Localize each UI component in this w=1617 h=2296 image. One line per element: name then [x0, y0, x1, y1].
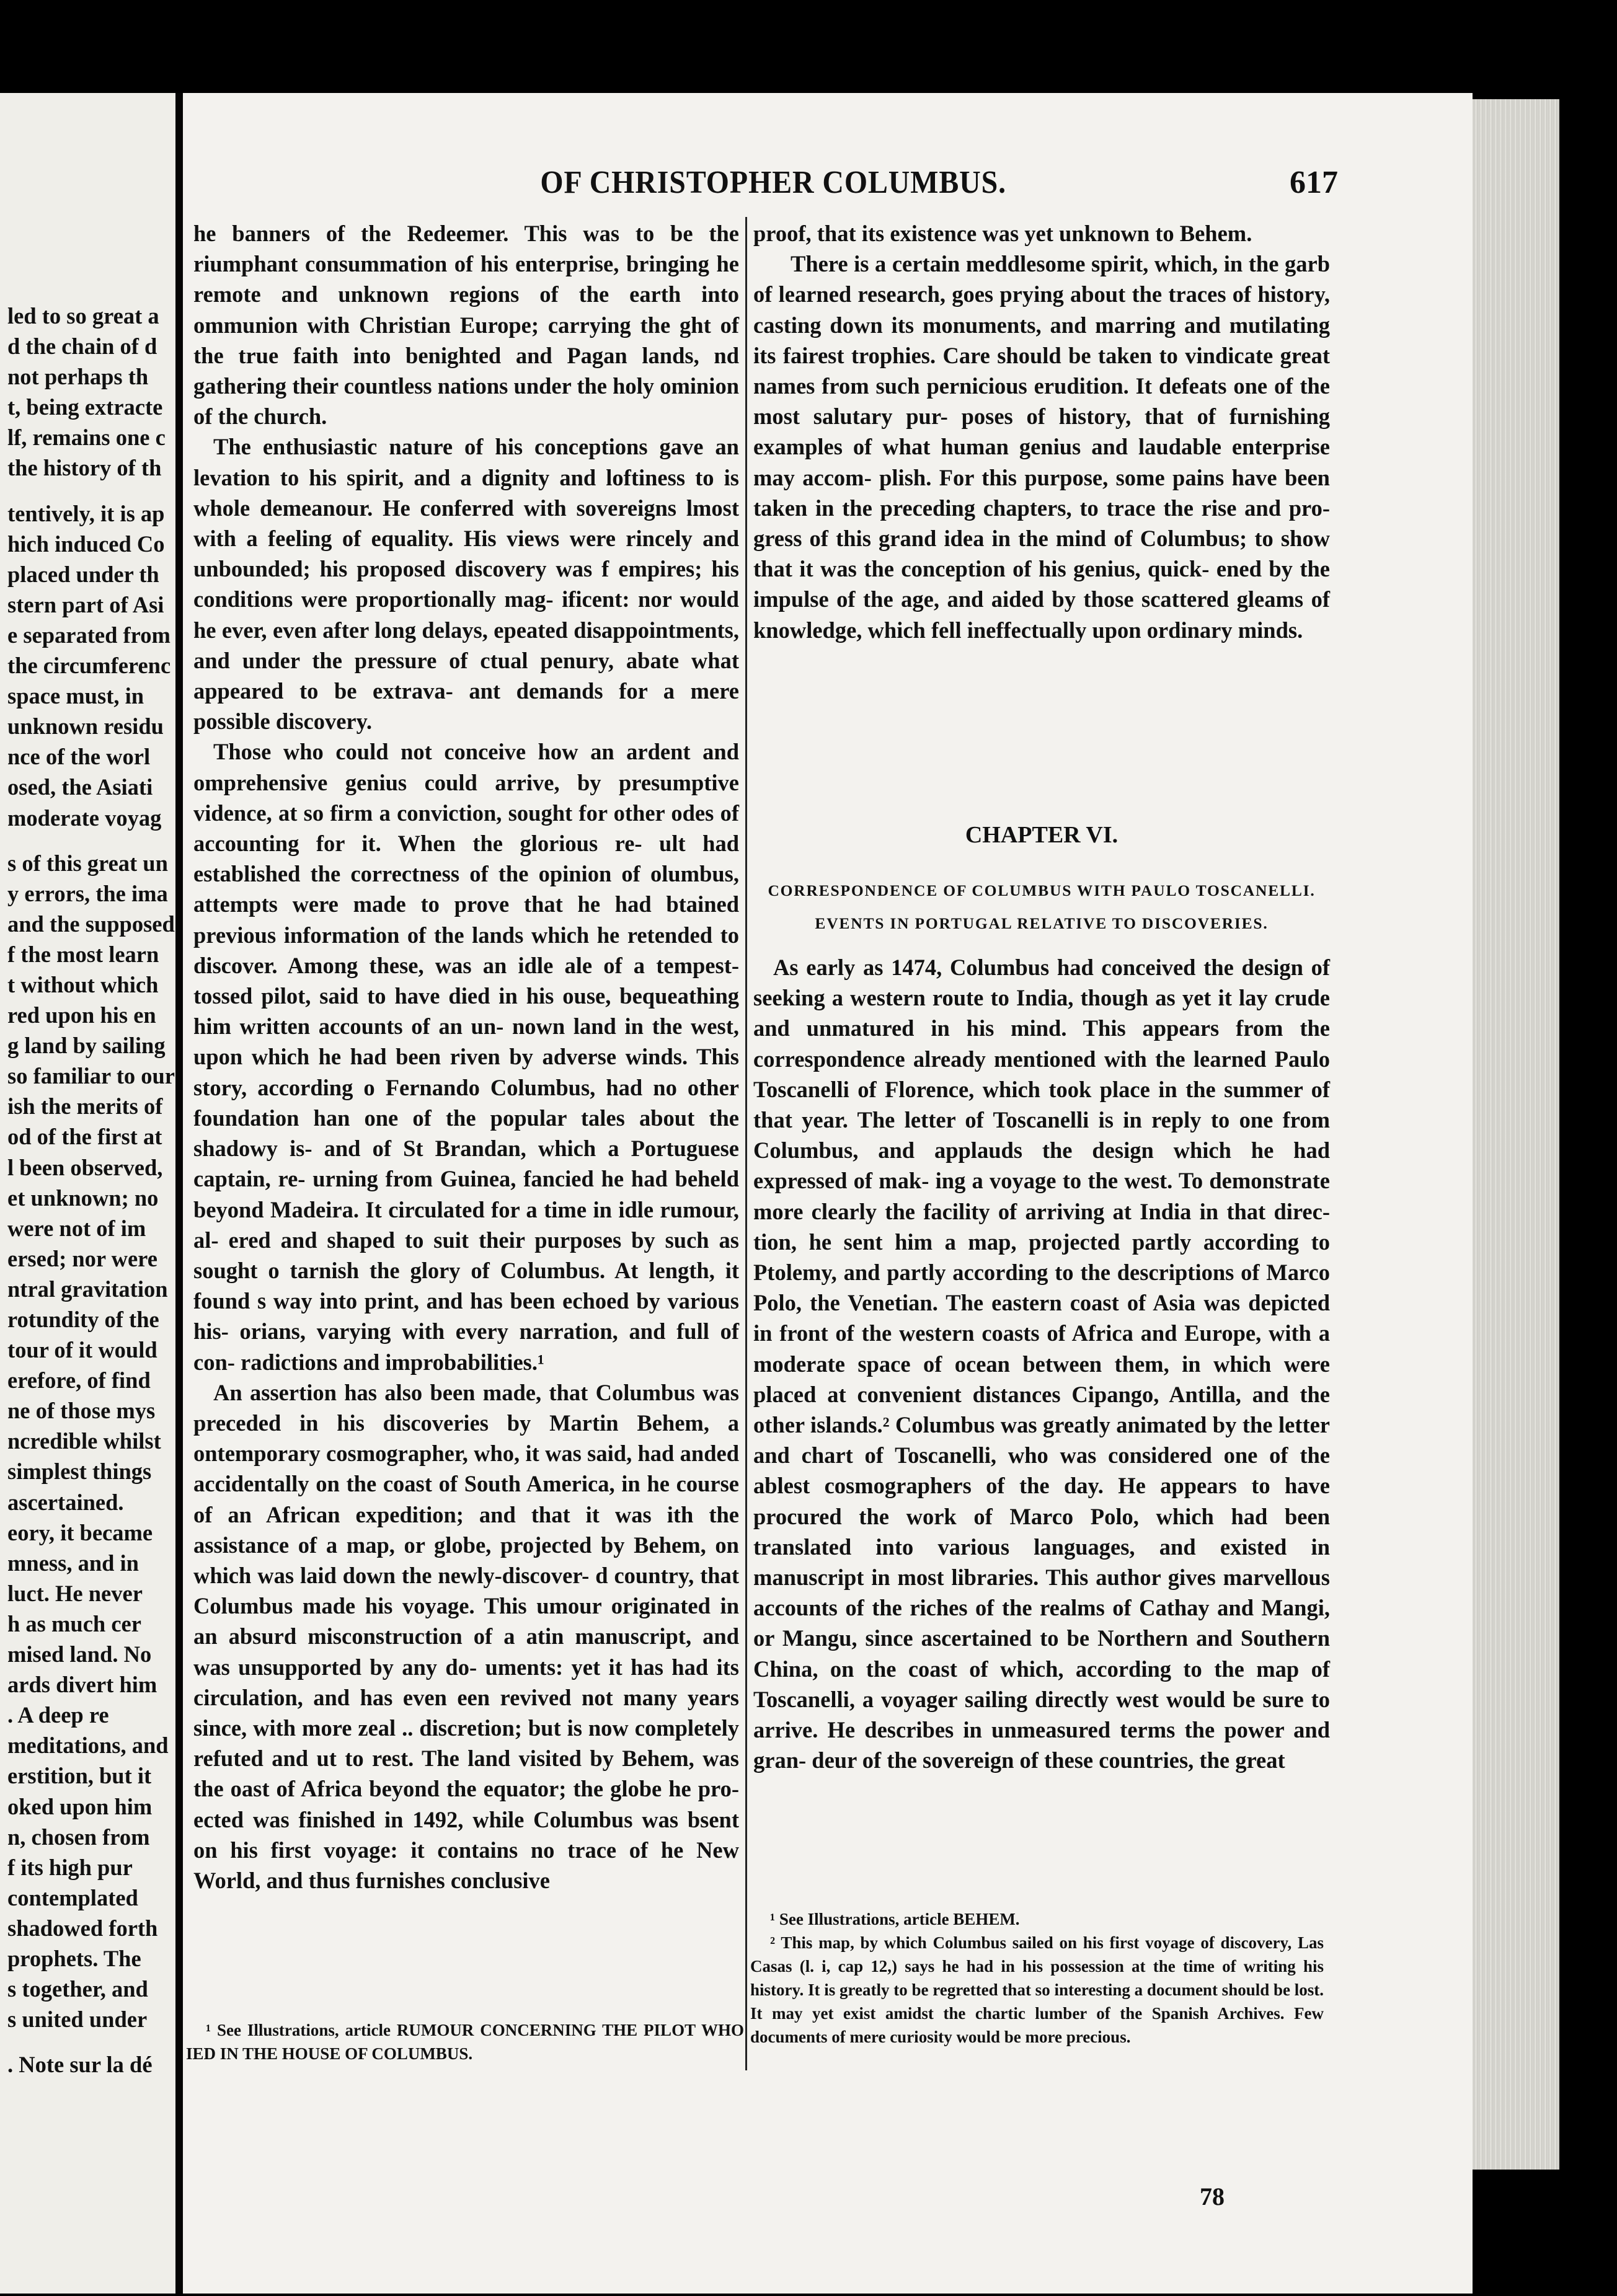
column-divider — [745, 217, 747, 2070]
left-page-line: and the supposed — [7, 911, 175, 937]
left-page-line: e separated from — [7, 622, 171, 648]
left-page-line: simplest things — [7, 1459, 152, 1485]
left-page-line — [0, 2034, 177, 2049]
footnotes-column-a — [186, 2018, 744, 2065]
left-page-line: erstition, but it — [7, 1763, 152, 1789]
paragraph: The enthusiastic nature of his conceptions gave an levation to his spirit, and a dignity and loftiness to is whole demeanour. He conferred with sovereigns lmost with a feeling of equality. His views were rincely and unbounded; his proposed discovery was f empires; his conditions were proportionally mag- ificent: nor would he ever, even after long delays, epeated disappointments, and under the pressure of ctual penury, abate what appeared to be extrava- ant demands for a mere possible discovery. — [193, 434, 739, 735]
left-page-line: the circumferenc — [7, 653, 171, 679]
left-page-line: meditations, and — [7, 1733, 169, 1759]
paragraph: proof, that its existence was yet unknown to Behem. — [753, 221, 1252, 246]
left-page-line: ards divert him — [7, 1672, 157, 1698]
left-page-line: ncredible whilst — [7, 1428, 161, 1454]
left-page-line: mised land. No — [7, 1641, 152, 1667]
footnote: ¹ See Illustrations, article BEHEM. — [770, 1910, 1020, 1928]
left-page-line: f its high pur — [7, 1854, 133, 1880]
paragraph: As early as 1474, Columbus had conceived the design of seeking a western route to India, though as yet it lay crude and unmatured in his mind. This appears from the correspondence already mentioned with the learned Paulo Toscanelli of Florence, which took place in the summer of that year. The letter of Toscanelli is in reply to one from Columbus, and applauds the design which he had expressed of mak- ing a voyage to the west. To demonstrate more clearly the facility of arriving at India in that direc- tion, he sent him a map, projected partly according to Ptolemy, and partly according to the descriptions of Marco Polo, the Venetian. The eastern coast of Asia was depicted in front of the western coasts of Africa and Europe, with a moderate space of ocean between them, in which were placed at convenient distances Cipango, Antilla, and the other islands.² Columbus was greatly animated by the letter and chart of Toscanelli, who was considered one of the ablest cosmographers of the day. He appears to have procured the work of Marco Polo, which had been translated into various languages, and existed in manuscript in most libraries. This author gives marvellous accounts of the riches of the realms of Cathay and Mangi, or Mangu, since ascertained to be Northern and Southern China, on the coast of which, according to the map of Toscanelli, a voyager sailing directly west would be sure to arrive. He describes in unmeasured terms the power and gran- deur of the sovereign of these countries, the great — [753, 955, 1330, 1773]
left-page-line: moderate voyag — [7, 805, 162, 831]
left-page-line: s together, and — [7, 1976, 148, 2002]
left-page-line: s united under — [7, 2007, 148, 2033]
chapter-subtitle-line: CORRESPONDENCE OF COLUMBUS WITH PAULO TOSCANELLI. — [768, 881, 1316, 899]
left-page-line: eory, it became — [7, 1519, 153, 1545]
left-page-line: . A deep re — [7, 1702, 109, 1728]
left-page-line: luct. He never — [7, 1580, 143, 1606]
left-page-line: erefore, of find — [7, 1367, 151, 1393]
paragraph: he banners of the Redeemer. This was to be the riumphant consummation of his enterprise, bringing he remote and unknown regions of the earth into ommunion with Christian Europe; carrying the ght of the true faith into benighted and Pagan lands, nd gathering their countless nations under the holy ominion of the church. — [193, 221, 739, 430]
left-page-line: t without which — [7, 971, 159, 997]
paragraph: Those who could not conceive how an ardent and omprehensive genius could arrive, by presumptive vidence, at so firm a conviction, sought for other odes of accounting for it. When the glorious re- ult had established the correctness of the opinion of olumbus, attempts were made to prove that he had btained previous information of the lands which he retended to discover. Among these, was an idle ale of a tempest-tossed pilot, said to have died in his ouse, bequeathing him written accounts of an un- nown land in the west, upon which he had been riven by adverse winds. This story, according o Fernando Columbus, had no other foundation han one of the popular tales about the shadowy is- and of St Brandan, which a Portuguese captain, re- urning from Guinea, fancied he had beheld beyond Madeira. It circulated for a time in idle rumour, al- ered and shaped to suit their purposes by such as sought o tarnish the glory of Columbus. At length, it found s way into print, and has been echoed by various his- orians, varying with every narration, and full of con- radictions and improbabilities.¹ — [193, 739, 739, 1375]
left-page-line: not perhaps th — [7, 364, 149, 390]
footnotes-column-b — [750, 1907, 1324, 2049]
left-page-line: y errors, the ima — [7, 880, 168, 906]
left-page-line — [0, 833, 177, 848]
left-page-line: placed under th — [7, 561, 159, 587]
footnote: ¹ See Illustrations, article RUMOUR CONCERNING THE PILOT WHO IED IN THE HOUSE OF COLUMBUS. — [186, 2021, 744, 2063]
left-page-line: so familiar to our — [7, 1063, 175, 1089]
left-page-line: et unknown; no — [7, 1185, 159, 1211]
left-page-line: tour of it would — [7, 1337, 157, 1363]
chapter-body — [753, 952, 1330, 1775]
left-page-line: tentively, it is ap — [7, 500, 165, 526]
left-page-line: prophets. The — [7, 1945, 141, 1971]
left-page-line: h as much cer — [7, 1610, 141, 1636]
left-page-line: unknown residu — [7, 713, 164, 740]
left-page-line: rotundity of the — [7, 1307, 159, 1332]
left-page-line: space must, in — [7, 683, 144, 709]
left-page-line: stern part of Asi — [7, 591, 164, 617]
left-page-line: ish the merits of — [7, 1093, 163, 1119]
left-page-line: nce of the worl — [7, 744, 151, 770]
chapter-title: CHAPTER VI. — [965, 822, 1119, 848]
left-page-line: l been observed, — [7, 1154, 163, 1180]
left-page-line: . Note sur la dé — [7, 2052, 153, 2078]
left-page-line: s of this great un — [7, 850, 168, 876]
left-page-line: t, being extracte — [7, 394, 163, 420]
left-page-line: mness, and in — [7, 1550, 139, 1576]
left-page-line: lf, remains one c — [7, 425, 166, 451]
left-page-line: d the chain of d — [7, 333, 157, 360]
chapter-subtitle-line: EVENTS IN PORTUGAL RELATIVE TO DISCOVERIES. — [815, 914, 1269, 932]
left-page-line: shadowed forth — [7, 1915, 158, 1941]
left-page-line: ntral gravitation — [7, 1276, 168, 1302]
left-page-line: n, chosen from — [7, 1824, 150, 1850]
left-page-line: hich induced Co — [7, 531, 165, 557]
paragraph: There is a certain meddlesome spirit, which, in the garb of learned research, goes prying about the traces of history, casting down its monuments, and marring and mutilating its fairest trophies. Care should be taken to vindicate great names from such pernicious erudition. It defeats one of the most salutary pur- poses of history, that of furnishing examples of what human genius and laudable enterprise may accom- plish. For this purpose, some pains have been taken in the preceding chapters, to trace the rise and pro- gress of this grand idea in the mind of Columbus; to show that it was the conception of his genius, quick- ened by the impulse of the age, and aided by those scattered gleams of knowledge, which fell ineffectually upon ordinary minds. — [753, 251, 1330, 643]
left-page-line: od of the first at — [7, 1124, 162, 1150]
left-page-line: ascertained. — [7, 1489, 124, 1515]
left-page-line — [0, 483, 177, 498]
left-page-line: ersed; nor were — [7, 1245, 157, 1271]
left-page-line: osed, the Asiati — [7, 774, 153, 800]
left-page-line: contemplated — [7, 1884, 138, 1910]
left-page-line: oked upon him — [7, 1793, 153, 1819]
signature-mark: 78 — [1200, 2183, 1225, 2210]
column-b — [753, 218, 1330, 645]
left-page-line: led to so great a — [7, 303, 159, 329]
running-head: OF CHRISTOPHER COLUMBUS. — [540, 165, 1007, 200]
column-a — [193, 218, 739, 1896]
left-page-line: red upon his en — [7, 1002, 156, 1028]
left-page-line: f the most learn — [7, 941, 159, 967]
page-edges — [1473, 99, 1559, 2170]
left-page — [0, 93, 177, 2294]
left-page-line: g land by sailing — [7, 1033, 166, 1059]
paragraph: An assertion has also been made, that Columbus was preceded in his discoveries by Martin Behem, a ontemporary cosmographer, who, it was said, had anded accidentally on the coast of South America, in he course of an African expedition; and that it was ith the assistance of a map, or globe, projected by Behem, on which was laid down the newly-discover- d country, that Columbus made his voyage. This umour originated in an absurd misconstruction of a atin manuscript, and was unsupported by any do- uments: yet it has had its circulation, and has even een revived not many years since, with more zeal .. discretion; but is now completely refuted and ut to rest. The land visited by Behem, was the oast of Africa beyond the equator; the globe he pro- ected was finished in 1492, while Columbus was bsent on his first voyage: it contains no trace of he New World, and thus furnishes conclusive — [193, 1379, 739, 1893]
page-number: 617 — [1290, 165, 1338, 200]
left-page-line: the history of th — [7, 455, 162, 481]
left-page-line: were not of im — [7, 1215, 146, 1241]
left-page-text-fragment — [0, 301, 177, 2080]
left-page-line: ne of those mys — [7, 1398, 156, 1424]
chapter-subtitle — [753, 874, 1330, 940]
footnote: ² This map, by which Columbus sailed on his first voyage of discovery, Las Casas (l. i, cap 12,) says he had in his possession at the time of writing his history. It is greatly to be regretted that so interesting a document should be lost. It may yet exist amidst the chartic lumber of the Spanish Archives. Few documents of mere curiosity would be more precious. — [750, 1933, 1324, 2046]
